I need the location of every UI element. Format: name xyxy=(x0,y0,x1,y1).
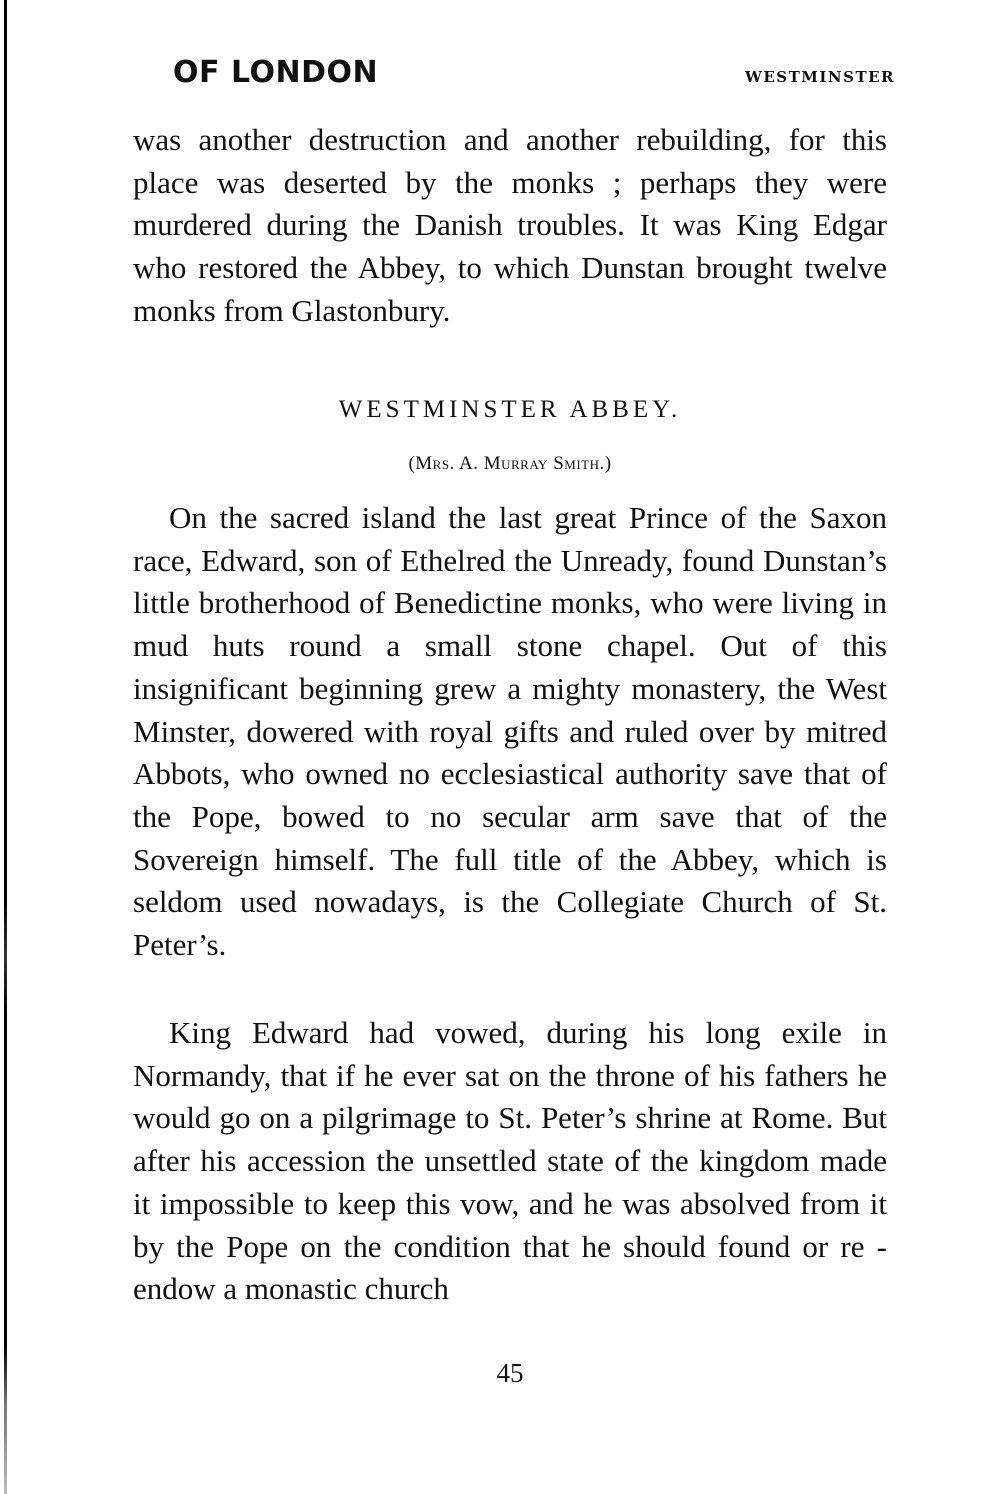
section-title: WESTMINSTER ABBEY. xyxy=(338,396,682,423)
running-head-section: WESTMINSTER xyxy=(745,68,895,86)
opening-paragraph: was another destruction and another rebuilding, for this place was deserted by the monks ; perhaps they were murdered during the Danish troubles. It was King Edgar who restored the Abbey, to which Dunstan brought twelve monks from Glastonbury. xyxy=(133,122,887,328)
third-paragraph-block xyxy=(133,1012,887,1311)
page-number: 45 xyxy=(496,1358,524,1388)
opening-paragraph-block xyxy=(133,119,887,333)
running-head-title: OF LONDON xyxy=(173,55,379,90)
binding-edge xyxy=(4,0,7,1494)
third-paragraph: King Edward had vowed, during his long exile in Normandy, that if he ever sat on the throne of his fathers he would go on a pilgrimage to St. Peter’s shrine at Rome. But after his accession the unsettled state of the kingdom made it impossible to keep this vow, and he was absolved from it by the Pope on the condition that he should found or re - endow a monastic church xyxy=(133,1015,887,1307)
running-head xyxy=(173,55,895,95)
second-paragraph-block xyxy=(133,497,887,967)
section-byline: (Mrs. A. Murray Smith.) xyxy=(408,453,612,474)
second-paragraph: On the sacred island the last great Prince of the Saxon race, Edward, son of Ethelred the Unready, found Dunstan’s little brotherhood of Benedictine monks, who were living in mud huts round a small stone chapel. Out of this insignificant beginning grew a mighty monastery, the West Minster, dowered with royal gifts and ruled over by mitred Abbots, who owned no ecclesiastical authority save that of the Pope, bowed to no secular arm save that of the Sovereign himself. The full title of the Abbey, which is seldom used nowadays, is the Collegiate Church of St. Peter’s. xyxy=(133,500,887,963)
